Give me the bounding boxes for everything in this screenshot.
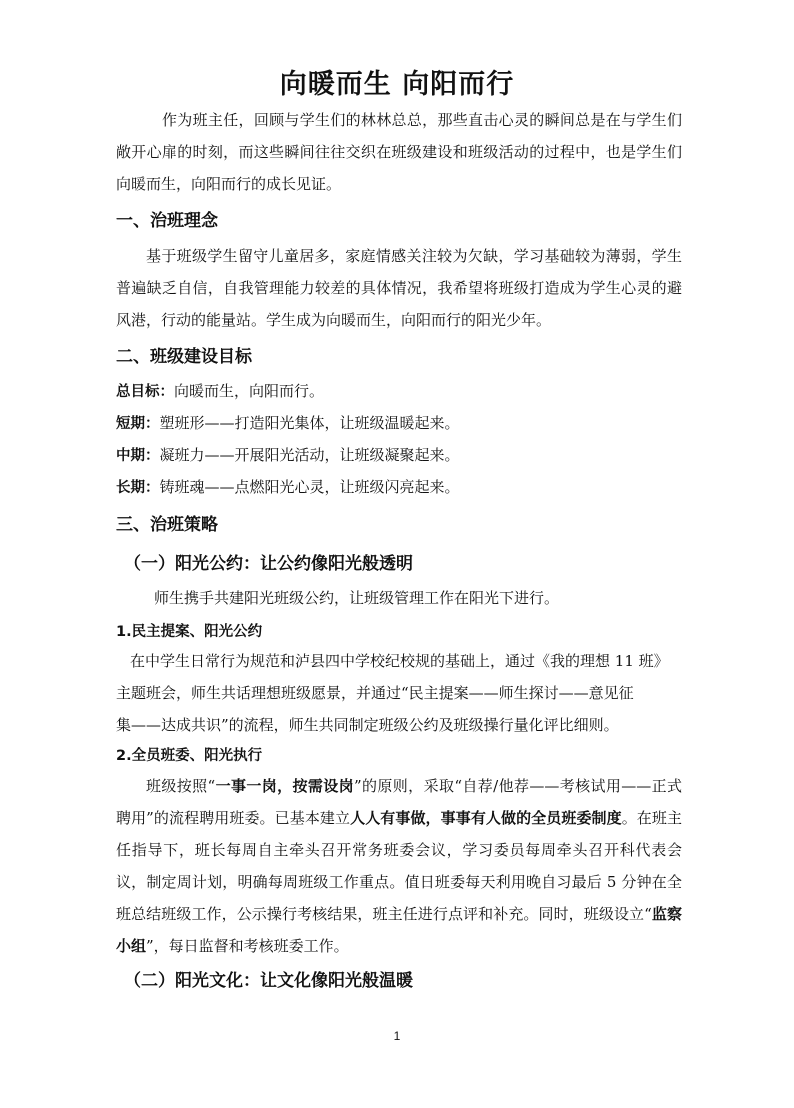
- intro-paragraph: 作为班主任，回顾与学生们的林林总总，那些直击心灵的瞬间总是在与学生们敞开心扉的时刻，而这些瞬间往往交织在班级建设和班级活动的过程中，也是学生们向暖而生，向阳而行的成长见证。: [116, 111, 682, 193]
- item-heading-democratic-proposal: 1.民主提案、阳光公约: [116, 624, 263, 640]
- subsection-heading-convention: （一）阳光公约：让公约像阳光般透明: [124, 554, 413, 574]
- goal-text: 塑班形——打造阳光集体，让班级温暖起来。: [159, 414, 460, 432]
- goal-text: 铸班魂——点燃阳光心灵，让班级闪亮起来。: [159, 478, 460, 496]
- section-heading-philosophy: 一、治班理念: [116, 211, 218, 231]
- philosophy-paragraph: 基于班级学生留守儿童居多，家庭情感关注较为欠缺，学习基础较为薄弱，学生普遍缺乏自信，自我管理能力较差的具体情况，我希望将班级打造成为学生心灵的避风港，行动的能量站。学生成为向暖而生，向阳而行的阳光少年。: [116, 247, 682, 329]
- goal-label: 短期：: [116, 416, 160, 432]
- page-number: 1: [393, 1029, 401, 1043]
- emphasis-run: 一事一岗，按需设岗: [215, 777, 354, 795]
- goal-text: 向暖而生，向阳而行。: [174, 382, 325, 400]
- goal-text: 凝班力——开展阳光活动，让班级凝聚起来。: [159, 446, 460, 464]
- item-heading-class-committee: 2.全员班委、阳光执行: [116, 748, 263, 764]
- convention-paragraph: 师生携手共建阳光班级公约，让班级管理工作在阳光下进行。: [154, 589, 560, 607]
- goal-label: 总目标：: [116, 384, 174, 400]
- goal-overall: [116, 380, 324, 401]
- text-run: 班级按照“: [146, 777, 216, 795]
- goal-short-term: [116, 412, 460, 433]
- goal-mid-term: [116, 444, 460, 465]
- proposal-line: 主题班会，师生共话理想班级愿景，并通过“民主提案——师生探讨——意见征: [116, 684, 634, 702]
- proposal-line: 在中学生日常行为规范和泸县四中学校纪校规的基础上，通过《我的理想 11 班》: [130, 652, 669, 670]
- text-run: 。在班主任指导下，班长每周自主牵头召开常务班委会议，学习委员每周牵头召开科代表会议，制定周计划，明确每周班级工作重点。值日班委每天利用晚自习最后 5 分钟在全班总结班级工作，公示操行考核结果，班主任进行点评和补充。同时，班级设立“: [116, 809, 682, 923]
- section-heading-goals: 二、班级建设目标: [116, 347, 252, 367]
- section-heading-strategy: 三、治班策略: [116, 515, 218, 535]
- goal-label: 长期：: [116, 480, 160, 496]
- class-committee-paragraph: [116, 770, 682, 962]
- emphasis-run: 监察小组: [116, 905, 682, 955]
- goal-long-term: [116, 476, 460, 497]
- proposal-line: 集——达成共识”的流程，师生共同制定班级公约及班级操行量化评比细则。: [116, 716, 619, 734]
- subsection-heading-culture: （二）阳光文化：让文化像阳光般温暖: [124, 971, 413, 991]
- text-run: ”，每日监督和考核班委工作。: [146, 937, 349, 955]
- goal-label: 中期：: [116, 448, 160, 464]
- document-title: 向暖而生 向阳而行: [279, 69, 515, 100]
- emphasis-run: 人人有事做，事事有人做的全员班委制度: [350, 809, 622, 827]
- text-run: ”的原则，采取“自荐/他荐——考核试用——正式聘用”的流程聘用班委。已基本建立: [116, 777, 682, 827]
